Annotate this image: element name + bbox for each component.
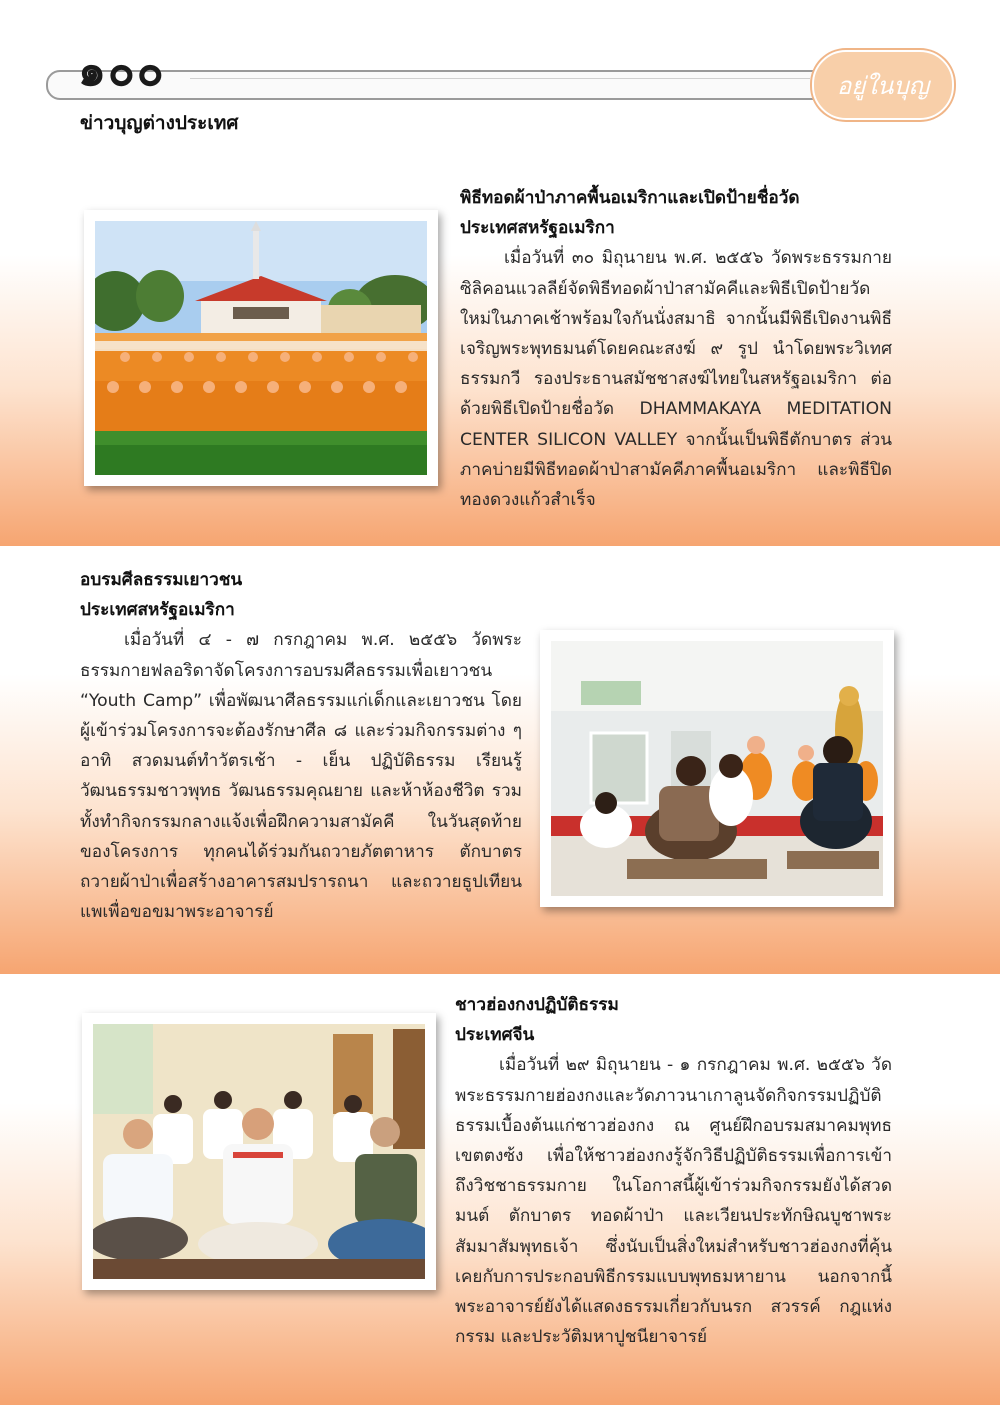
header-rule [46,70,930,100]
youth-camp-photo [540,630,894,907]
logo-text: อยู่ในบุญ [836,71,930,100]
article-3-title: ชาวฮ่องกงปฏิบัติธรรม [455,995,619,1015]
article-3 [455,990,892,1352]
article-2 [80,565,522,927]
article-2-country: ประเทศสหรัฐอเมริกา [80,600,235,621]
hongkong-meditation-photo [82,1013,436,1290]
article-2-title: อบรมศีลธรรมเยาวชน [80,570,243,590]
article-1 [460,183,892,515]
article-3-country: ประเทศจีน [455,1025,535,1046]
article-2-body: เมื่อวันที่ ๔ - ๗ กรกฎาคม พ.ศ. ๒๕๕๖ วัดพระธรรมกายฟลอริดาจัดโครงการอบรมศีลธรรมเพื่อเยาวชน “Youth Camp” เพื่อพัฒนาศีลธรรมแก่เด็กและเยาวชน โดยผู้เข้าร่วมโครงการจะต้องรักษาศีล ๘ และร่วมกิจกรรมต่าง ๆ อาทิ สวดมนต์ทำวัตรเช้า - เย็น ปฏิบัติธรรม เรียนรู้วัฒนธรรมชาวพุทธ วัฒนธรรมคุณยาย และห้าห้องชีวิต รวมทั้งทำกิจกรรมกลางแจ้งเพื่อฝึกความสามัคคี ในวันสุดท้ายของโครงการ ทุกคนได้ร่วมกันถวายภัตตาหาร ตักบาตร ถวายผ้าป่าเพื่อสร้างอาคารสมปรารถนา และถวายธูปเทียนแพเพื่อขอขมาพระอาจารย์ [80,630,522,923]
page-number: ๑๐๐ [78,45,166,96]
article-1-title: พิธีทอดผ้าป่าภาคพื้นอเมริกาและเปิดป้ายชื่อวัด [460,188,800,208]
header-rule-inner [190,78,810,79]
magazine-logo [812,50,954,120]
article-1-body: เมื่อวันที่ ๓๐ มิถุนายน พ.ศ. ๒๕๕๖ วัดพระธรรมกายซิลิคอนแวลลีย์จัดพิธีทอดผ้าป่าสามัคคีและพิธีเปิดป้ายวัดใหม่ในภาคเช้าพร้อมใจกันนั่งสมาธิ จากนั้นมีพิธีเปิดงานพิธีเจริญพระพุทธมนต์โดยคณะสงฆ์ ๙ รูป นำโดยพระวิเทศธรรมกวี รองประธานสมัชชาสงฆ์ไทยในสหรัฐอเมริกา ต่อด้วยพิธีเปิดป้ายชื่อวัด DHAMMAKAYA MEDITATION CENTER SILICON VALLEY จากนั้นเป็นพิธีตักบาตร ส่วนภาคบ่ายมีพิธีทอดผ้าป่าสามัคคีภาคพื้นอเมริกา และพิธีปิดทองดวงแก้วสำเร็จ [460,248,892,511]
article-1-country: ประเทศสหรัฐอเมริกา [460,218,615,239]
monks-group-photo [84,210,438,486]
article-3-body: เมื่อวันที่ ๒๙ มิถุนายน - ๑ กรกฎาคม พ.ศ. ๒๕๕๖ วัดพระธรรมกายฮ่องกงและวัดภาวนาเกาลูนจัดกิจกรรมปฏิบัติธรรมเบื้องต้นแก่ชาวฮ่องกง ณ ศูนย์ฝึกอบรมสมาคมพุทธเขตตงซ้ง เพื่อให้ชาวฮ่องกงรู้จักวิธีปฏิบัติธรรมเพื่อการเข้าถึงวิชชาธรรมกาย ในโอกาสนี้ผู้เข้าร่วมกิจกรรมยังได้สวดมนต์ ตักบาตร ทอดผ้าป่า และเวียนประทักษิณบูชาพระสัมมาสัมพุทธเจ้า ซึ่งนับเป็นสิ่งใหม่สำหรับชาวฮ่องกงที่คุ้นเคยกับการประกอบพิธีกรรมแบบพุทธมหายาน นอกจากนี้พระอาจารย์ยังได้แสดงธรรมเกี่ยวกับนรก สวรรค์ กฎแห่งกรรม และประวัติมหาปูชนียาจารย์ [455,1055,892,1348]
section-title: ข่าวบุญต่างประเทศ [80,112,239,134]
